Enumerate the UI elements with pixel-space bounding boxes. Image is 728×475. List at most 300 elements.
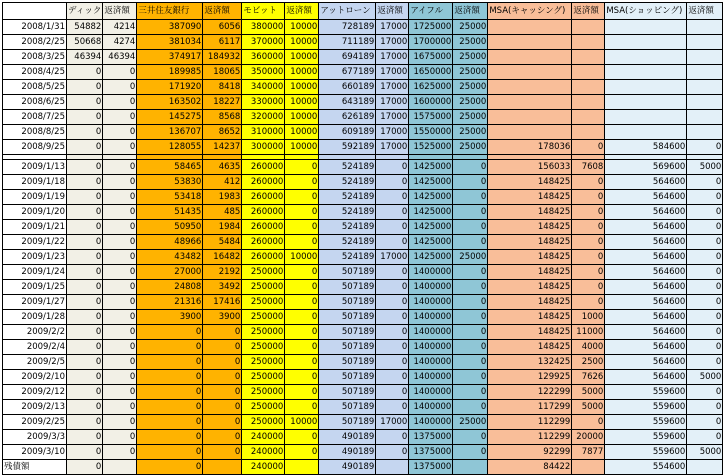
table-cell[interactable]: 0	[687, 220, 723, 235]
table-cell[interactable]: 564600	[605, 265, 687, 280]
table-cell[interactable]: 340000	[242, 80, 285, 95]
table-cell[interactable]: 564600	[605, 310, 687, 325]
table-cell[interactable]: 1425000	[409, 175, 453, 190]
table-cell[interactable]: 643189	[319, 95, 376, 110]
table-cell[interactable]: 0	[203, 445, 242, 460]
balance-label-cell[interactable]: 残債額	[3, 460, 67, 475]
table-cell[interactable]: 1625000	[409, 80, 453, 95]
table-cell[interactable]: 569600	[605, 160, 687, 175]
table-cell[interactable]: 0	[137, 400, 203, 415]
table-cell[interactable]: 0	[103, 310, 137, 325]
table-cell[interactable]: 524189	[319, 205, 376, 220]
table-cell[interactable]: 18065	[203, 65, 242, 80]
table-cell[interactable]: 0	[67, 370, 103, 385]
table-cell[interactable]: 112299	[488, 415, 572, 430]
table-cell[interactable]: 14237	[203, 140, 242, 155]
table-cell[interactable]: 0	[67, 355, 103, 370]
table-cell[interactable]	[572, 50, 605, 65]
table-cell[interactable]	[687, 95, 723, 110]
table-cell[interactable]: 10000	[285, 140, 319, 155]
table-cell[interactable]: 8568	[203, 110, 242, 125]
table-cell[interactable]: 54882	[67, 20, 103, 35]
table-cell[interactable]: 660189	[319, 80, 376, 95]
table-cell[interactable]: 374917	[137, 50, 203, 65]
table-cell[interactable]: 0	[67, 385, 103, 400]
table-cell[interactable]: 0	[687, 310, 723, 325]
table-cell[interactable]: 0	[453, 400, 488, 415]
table-cell[interactable]: 156033	[488, 160, 572, 175]
table-cell[interactable]: 148425	[488, 310, 572, 325]
table-cell[interactable]: 0	[103, 125, 137, 140]
table-cell[interactable]	[488, 125, 572, 140]
table-cell[interactable]: 84422	[488, 460, 572, 475]
table-cell[interactable]	[453, 460, 488, 475]
table-cell[interactable]: 145275	[137, 110, 203, 125]
table-cell[interactable]: 0	[572, 280, 605, 295]
corner-cell[interactable]	[3, 3, 67, 20]
table-cell[interactable]: 559600	[605, 400, 687, 415]
table-cell[interactable]	[687, 65, 723, 80]
table-cell[interactable]: 0	[103, 235, 137, 250]
table-cell[interactable]: 0	[103, 355, 137, 370]
table-cell[interactable]: 1400000	[409, 265, 453, 280]
date-cell[interactable]: 2009/1/20	[3, 205, 67, 220]
table-cell[interactable]: 0	[453, 205, 488, 220]
date-cell[interactable]: 2009/3/10	[3, 445, 67, 460]
table-cell[interactable]: 5000	[572, 385, 605, 400]
table-cell[interactable]: 412	[203, 175, 242, 190]
table-cell[interactable]: 0	[203, 415, 242, 430]
table-cell[interactable]: 0	[67, 445, 103, 460]
table-cell[interactable]: 711189	[319, 35, 376, 50]
table-cell[interactable]: 0	[453, 385, 488, 400]
table-cell[interactable]: 524189	[319, 175, 376, 190]
table-cell[interactable]	[572, 20, 605, 35]
table-cell[interactable]: 330000	[242, 95, 285, 110]
table-cell[interactable]: 0	[453, 310, 488, 325]
table-cell[interactable]: 0	[103, 220, 137, 235]
table-cell[interactable]	[605, 35, 687, 50]
table-cell[interactable]	[605, 95, 687, 110]
table-cell[interactable]: 2500	[572, 355, 605, 370]
table-cell[interactable]: 48966	[137, 235, 203, 250]
table-cell[interactable]: 17000	[376, 80, 409, 95]
table-cell[interactable]: 507189	[319, 370, 376, 385]
date-cell[interactable]: 2009/2/10	[3, 370, 67, 385]
table-cell[interactable]: 0	[453, 370, 488, 385]
table-cell[interactable]: 0	[376, 370, 409, 385]
table-cell[interactable]: 0	[103, 430, 137, 445]
table-cell[interactable]: 17416	[203, 295, 242, 310]
table-cell[interactable]: 0	[67, 235, 103, 250]
table-cell[interactable]	[285, 460, 319, 475]
table-cell[interactable]: 51435	[137, 205, 203, 220]
table-cell[interactable]	[687, 125, 723, 140]
table-cell[interactable]: 3900	[203, 310, 242, 325]
table-cell[interactable]: 250000	[242, 415, 285, 430]
table-cell[interactable]: 2192	[203, 265, 242, 280]
table-cell[interactable]: 250000	[242, 310, 285, 325]
table-cell[interactable]: 0	[376, 265, 409, 280]
table-cell[interactable]: 6056	[203, 20, 242, 35]
table-cell[interactable]: 10000	[285, 65, 319, 80]
table-cell[interactable]: 320000	[242, 110, 285, 125]
table-cell[interactable]: 5000	[572, 400, 605, 415]
table-cell[interactable]: 0	[67, 95, 103, 110]
table-cell[interactable]: 92299	[488, 445, 572, 460]
table-cell[interactable]: 694189	[319, 50, 376, 65]
table-cell[interactable]: 148425	[488, 250, 572, 265]
table-cell[interactable]: 0	[203, 370, 242, 385]
table-cell[interactable]: 0	[572, 250, 605, 265]
table-cell[interactable]: 0	[376, 205, 409, 220]
table-cell[interactable]: 564600	[605, 325, 687, 340]
table-cell[interactable]: 564600	[605, 340, 687, 355]
table-cell[interactable]: 148425	[488, 280, 572, 295]
table-cell[interactable]: 559600	[605, 430, 687, 445]
table-cell[interactable]: 1400000	[409, 355, 453, 370]
table-cell[interactable]	[376, 460, 409, 475]
table-cell[interactable]: 0	[67, 110, 103, 125]
table-cell[interactable]: 21316	[137, 295, 203, 310]
table-cell[interactable]: 1400000	[409, 295, 453, 310]
table-cell[interactable]: 564600	[605, 355, 687, 370]
table-cell[interactable]: 524189	[319, 220, 376, 235]
table-cell[interactable]	[103, 460, 137, 475]
table-cell[interactable]: 0	[376, 190, 409, 205]
table-cell[interactable]: 0	[285, 175, 319, 190]
table-cell[interactable]: 350000	[242, 65, 285, 80]
table-cell[interactable]: 0	[572, 235, 605, 250]
table-cell[interactable]: 0	[103, 80, 137, 95]
table-cell[interactable]: 260000	[242, 175, 285, 190]
table-cell[interactable]: 0	[203, 400, 242, 415]
table-cell[interactable]: 50950	[137, 220, 203, 235]
table-cell[interactable]: 0	[572, 190, 605, 205]
table-cell[interactable]: 136707	[137, 125, 203, 140]
table-cell[interactable]: 300000	[242, 140, 285, 155]
table-cell[interactable]: 17000	[376, 95, 409, 110]
table-cell[interactable]: 370000	[242, 35, 285, 50]
table-cell[interactable]: 0	[453, 265, 488, 280]
table-cell[interactable]: 0	[687, 430, 723, 445]
table-cell[interactable]: 240000	[242, 460, 285, 475]
table-cell[interactable]: 25000	[453, 125, 488, 140]
table-cell[interactable]: 10000	[285, 50, 319, 65]
table-cell[interactable]: 148425	[488, 235, 572, 250]
table-cell[interactable]: 0	[103, 295, 137, 310]
table-cell[interactable]: 5000	[687, 445, 723, 460]
table-cell[interactable]	[488, 50, 572, 65]
table-cell[interactable]: 11000	[572, 325, 605, 340]
table-cell[interactable]: 250000	[242, 355, 285, 370]
table-cell[interactable]: 0	[285, 190, 319, 205]
table-cell[interactable]: 25000	[453, 250, 488, 265]
date-cell[interactable]: 2009/1/13	[3, 160, 67, 175]
table-cell[interactable]: 0	[376, 445, 409, 460]
table-cell[interactable]: 0	[453, 235, 488, 250]
table-cell[interactable]: 564600	[605, 295, 687, 310]
table-cell[interactable]: 112299	[488, 430, 572, 445]
table-cell[interactable]: 250000	[242, 370, 285, 385]
table-cell[interactable]: 10000	[285, 110, 319, 125]
header-msa-shopping[interactable]: MSA(ショッピング)	[605, 3, 687, 20]
table-cell[interactable]	[488, 35, 572, 50]
table-cell[interactable]	[488, 65, 572, 80]
table-cell[interactable]: 564600	[605, 370, 687, 385]
table-cell[interactable]: 0	[453, 175, 488, 190]
table-cell[interactable]	[605, 65, 687, 80]
table-cell[interactable]: 0	[453, 430, 488, 445]
table-cell[interactable]: 564600	[605, 205, 687, 220]
table-cell[interactable]	[605, 125, 687, 140]
table-cell[interactable]: 0	[453, 355, 488, 370]
table-cell[interactable]: 0	[687, 175, 723, 190]
table-cell[interactable]: 0	[453, 340, 488, 355]
table-cell[interactable]: 17000	[376, 415, 409, 430]
table-cell[interactable]: 178036	[488, 140, 572, 155]
table-cell[interactable]: 17000	[376, 125, 409, 140]
table-cell[interactable]: 46394	[103, 50, 137, 65]
table-cell[interactable]: 0	[67, 310, 103, 325]
table-cell[interactable]: 0	[687, 250, 723, 265]
table-cell[interactable]: 5000	[687, 370, 723, 385]
table-cell[interactable]: 0	[285, 340, 319, 355]
date-cell[interactable]: 2008/6/25	[3, 95, 67, 110]
table-cell[interactable]: 0	[67, 220, 103, 235]
header-repay-msa-cashing[interactable]: 返済額	[572, 3, 605, 20]
table-cell[interactable]: 0	[687, 355, 723, 370]
table-cell[interactable]: 0	[103, 140, 137, 155]
table-cell[interactable]: 0	[67, 415, 103, 430]
table-cell[interactable]: 1550000	[409, 125, 453, 140]
table-cell[interactable]	[687, 50, 723, 65]
date-cell[interactable]: 2008/2/25	[3, 35, 67, 50]
table-cell[interactable]: 0	[453, 325, 488, 340]
table-cell[interactable]: 0	[285, 370, 319, 385]
table-cell[interactable]: 129925	[488, 370, 572, 385]
table-cell[interactable]: 1575000	[409, 110, 453, 125]
table-cell[interactable]: 50668	[67, 35, 103, 50]
table-cell[interactable]: 25000	[453, 110, 488, 125]
table-cell[interactable]: 10000	[285, 250, 319, 265]
date-cell[interactable]: 2009/1/22	[3, 235, 67, 250]
table-cell[interactable]: 0	[103, 370, 137, 385]
table-cell[interactable]: 260000	[242, 250, 285, 265]
table-cell[interactable]: 0	[67, 430, 103, 445]
table-cell[interactable]: 1400000	[409, 385, 453, 400]
table-cell[interactable]: 250000	[242, 280, 285, 295]
table-cell[interactable]: 0	[285, 325, 319, 340]
table-cell[interactable]: 260000	[242, 235, 285, 250]
table-cell[interactable]: 0	[572, 140, 605, 155]
table-cell[interactable]: 564600	[605, 190, 687, 205]
table-cell[interactable]: 4635	[203, 160, 242, 175]
table-cell[interactable]: 24808	[137, 280, 203, 295]
table-cell[interactable]: 1525000	[409, 140, 453, 155]
table-cell[interactable]: 4274	[103, 35, 137, 50]
table-cell[interactable]: 0	[376, 325, 409, 340]
table-cell[interactable]: 148425	[488, 340, 572, 355]
date-cell[interactable]: 2009/2/2	[3, 325, 67, 340]
table-cell[interactable]: 0	[103, 385, 137, 400]
date-cell[interactable]: 2008/9/25	[3, 140, 67, 155]
table-cell[interactable]: 0	[103, 445, 137, 460]
header-repay-msa-shopping[interactable]: 返済額	[687, 3, 723, 20]
table-cell[interactable]: 559600	[605, 385, 687, 400]
table-cell[interactable]: 1650000	[409, 65, 453, 80]
table-cell[interactable]: 1983	[203, 190, 242, 205]
table-cell[interactable]: 0	[67, 295, 103, 310]
table-cell[interactable]: 524189	[319, 250, 376, 265]
table-cell[interactable]: 1425000	[409, 235, 453, 250]
table-cell[interactable]: 46394	[67, 50, 103, 65]
table-cell[interactable]: 0	[376, 340, 409, 355]
header-repay-dick[interactable]: 返済額	[103, 3, 137, 20]
table-cell[interactable]: 0	[67, 140, 103, 155]
table-cell[interactable]: 564600	[605, 235, 687, 250]
table-cell[interactable]: 0	[67, 340, 103, 355]
date-cell[interactable]: 2009/1/18	[3, 175, 67, 190]
table-cell[interactable]: 0	[285, 400, 319, 415]
date-cell[interactable]: 2009/1/25	[3, 280, 67, 295]
table-cell[interactable]: 17000	[376, 65, 409, 80]
table-cell[interactable]	[605, 110, 687, 125]
table-cell[interactable]	[687, 20, 723, 35]
table-cell[interactable]: 17000	[376, 50, 409, 65]
table-cell[interactable]: 0	[137, 325, 203, 340]
table-cell[interactable]: 1425000	[409, 205, 453, 220]
table-cell[interactable]: 0	[285, 205, 319, 220]
table-cell[interactable]: 0	[285, 430, 319, 445]
table-cell[interactable]: 0	[572, 175, 605, 190]
table-cell[interactable]: 0	[67, 325, 103, 340]
table-cell[interactable]: 0	[687, 265, 723, 280]
table-cell[interactable]: 0	[376, 160, 409, 175]
table-cell[interactable]: 0	[203, 430, 242, 445]
table-cell[interactable]: 0	[285, 160, 319, 175]
table-cell[interactable]: 3900	[137, 310, 203, 325]
table-cell[interactable]: 4214	[103, 20, 137, 35]
table-cell[interactable]	[488, 20, 572, 35]
table-cell[interactable]: 0	[687, 295, 723, 310]
table-cell[interactable]: 0	[453, 160, 488, 175]
date-cell[interactable]: 2009/1/23	[3, 250, 67, 265]
table-cell[interactable]: 507189	[319, 415, 376, 430]
table-cell[interactable]: 0	[687, 235, 723, 250]
table-cell[interactable]: 53418	[137, 190, 203, 205]
table-cell[interactable]: 260000	[242, 190, 285, 205]
table-cell[interactable]: 7626	[572, 370, 605, 385]
table-cell[interactable]: 10000	[285, 20, 319, 35]
table-cell[interactable]: 559600	[605, 445, 687, 460]
table-cell[interactable]: 0	[572, 205, 605, 220]
table-cell[interactable]: 0	[137, 415, 203, 430]
table-cell[interactable]: 490189	[319, 445, 376, 460]
table-cell[interactable]: 148425	[488, 190, 572, 205]
table-cell[interactable]: 1425000	[409, 160, 453, 175]
table-cell[interactable]: 1400000	[409, 340, 453, 355]
table-cell[interactable]: 0	[137, 460, 203, 475]
table-cell[interactable]	[572, 65, 605, 80]
date-cell[interactable]: 2009/1/21	[3, 220, 67, 235]
table-cell[interactable]: 360000	[242, 50, 285, 65]
table-cell[interactable]: 163502	[137, 95, 203, 110]
table-cell[interactable]: 0	[376, 385, 409, 400]
table-cell[interactable]: 25000	[453, 95, 488, 110]
table-cell[interactable]	[572, 125, 605, 140]
table-cell[interactable]: 6117	[203, 35, 242, 50]
table-cell[interactable]: 0	[67, 175, 103, 190]
table-cell[interactable]	[572, 35, 605, 50]
table-cell[interactable]: 0	[103, 110, 137, 125]
table-cell[interactable]	[687, 460, 723, 475]
table-cell[interactable]: 1700000	[409, 35, 453, 50]
table-cell[interactable]: 117299	[488, 400, 572, 415]
table-cell[interactable]: 564600	[605, 250, 687, 265]
table-cell[interactable]: 507189	[319, 400, 376, 415]
table-cell[interactable]: 5484	[203, 235, 242, 250]
table-cell[interactable]: 0	[376, 430, 409, 445]
table-cell[interactable]: 677189	[319, 65, 376, 80]
table-cell[interactable]: 0	[103, 175, 137, 190]
header-repay-atloan[interactable]: 返済額	[376, 3, 409, 20]
table-cell[interactable]: 0	[103, 280, 137, 295]
table-cell[interactable]: 1425000	[409, 250, 453, 265]
table-cell[interactable]: 1375000	[409, 445, 453, 460]
table-cell[interactable]: 0	[453, 190, 488, 205]
table-cell[interactable]	[572, 110, 605, 125]
table-cell[interactable]: 17000	[376, 110, 409, 125]
date-cell[interactable]: 2008/7/25	[3, 110, 67, 125]
table-cell[interactable]: 0	[453, 220, 488, 235]
table-cell[interactable]: 0	[67, 280, 103, 295]
table-cell[interactable]: 58465	[137, 160, 203, 175]
table-cell[interactable]: 0	[67, 265, 103, 280]
table-cell[interactable]: 0	[572, 265, 605, 280]
table-cell[interactable]: 0	[572, 415, 605, 430]
table-cell[interactable]: 0	[137, 430, 203, 445]
table-cell[interactable]: 148425	[488, 175, 572, 190]
table-cell[interactable]: 250000	[242, 265, 285, 280]
table-cell[interactable]: 148425	[488, 205, 572, 220]
table-cell[interactable]: 16482	[203, 250, 242, 265]
date-cell[interactable]: 2009/1/19	[3, 190, 67, 205]
table-cell[interactable]	[488, 95, 572, 110]
table-cell[interactable]: 1425000	[409, 190, 453, 205]
table-cell[interactable]: 524189	[319, 160, 376, 175]
table-cell[interactable]: 310000	[242, 125, 285, 140]
table-cell[interactable]: 250000	[242, 340, 285, 355]
table-cell[interactable]: 10000	[285, 415, 319, 430]
table-cell[interactable]: 564600	[605, 220, 687, 235]
table-cell[interactable]: 1400000	[409, 280, 453, 295]
table-cell[interactable]: 584600	[605, 140, 687, 155]
table-cell[interactable]: 184932	[203, 50, 242, 65]
table-cell[interactable]: 490189	[319, 430, 376, 445]
table-cell[interactable]: 1600000	[409, 95, 453, 110]
table-cell[interactable]: 0	[376, 175, 409, 190]
table-cell[interactable]: 0	[203, 340, 242, 355]
date-cell[interactable]: 2008/1/31	[3, 20, 67, 35]
date-cell[interactable]: 2008/3/25	[3, 50, 67, 65]
table-cell[interactable]: 0	[67, 190, 103, 205]
table-cell[interactable]: 728189	[319, 20, 376, 35]
table-cell[interactable]: 387090	[137, 20, 203, 35]
table-cell[interactable]: 0	[67, 80, 103, 95]
table-cell[interactable]: 626189	[319, 110, 376, 125]
table-cell[interactable]: 122299	[488, 385, 572, 400]
